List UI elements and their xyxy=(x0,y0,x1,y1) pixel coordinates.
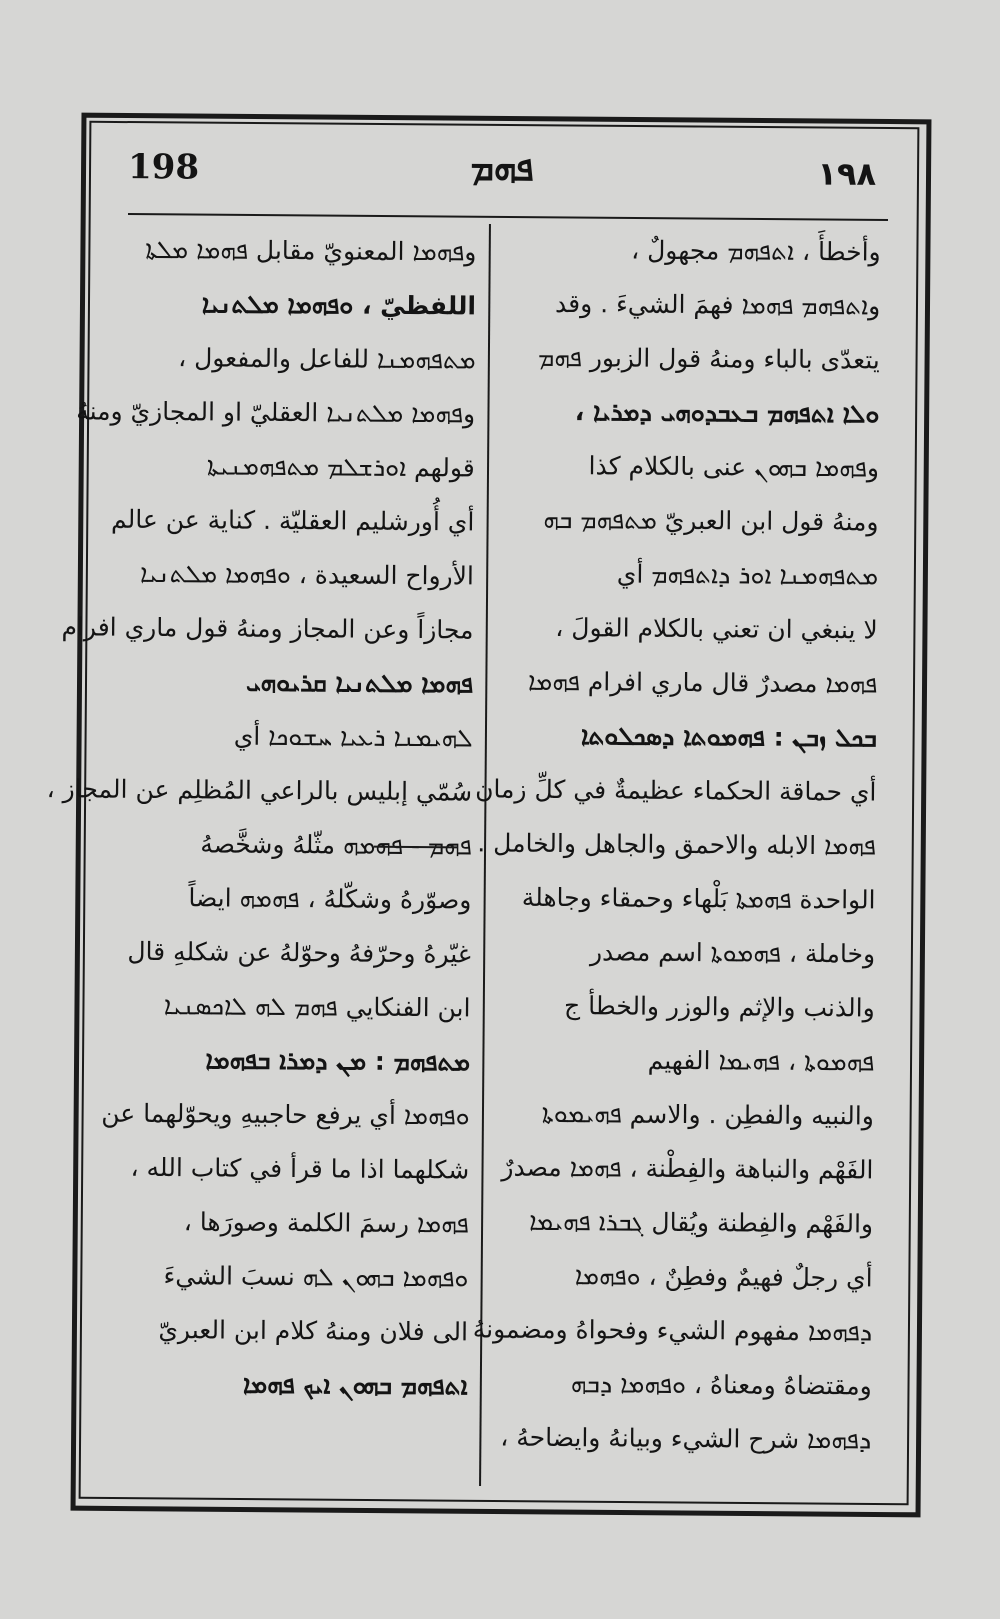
text-line: وܦܗܡܐ المعنويّ مقابل ܦܗܡܐ ܡܠܬܐ xyxy=(145,234,477,267)
text-line: ܒܟܠ ܙܒܢ : ܦܗܡܘܬܐ ܕܣܟܠܘܬܐ xyxy=(580,721,877,753)
text-line: الى فلان ومنهُ كلام ابن العبريّ xyxy=(158,1315,469,1347)
text-line: ܕܦܗܡܐ شرح الشيء وبيانهُ وايضاحهُ ، xyxy=(500,1422,872,1455)
text-line: ابن الفنكايي ܦܗܡ ܠܗ ܠܐܟܣܢܝܐ xyxy=(163,991,471,1023)
text-line: ܦܗܡܐ الابله والاحمق والجاهل والخامل . xyxy=(477,828,877,861)
text-line: مجازاً وعن المجاز ومنهُ قول ماري افرام xyxy=(61,612,474,645)
text-line: ܦܗܡܐ رسمَ الكلمة وصورَها ، xyxy=(183,1207,469,1239)
left-column xyxy=(46,223,477,1414)
text-line: لا ينبغي ان تعني بالكلام القولَ ، xyxy=(555,612,878,645)
text-line: يتعدّى بالباء ومنهُ قول الزبور ܦܗܡ xyxy=(538,342,880,375)
text-line: شكلهما اذا ما قرأ في كتاب الله ، xyxy=(130,1152,470,1185)
text-line: قولهم ܐܘܪܫܠܡ ܡܬܦܗܡܢܝܬܐ xyxy=(206,451,475,483)
text-line: والذنب والإثم والوزر والخطأ ج xyxy=(563,991,875,1023)
text-line: ܠܗܝܡܢܐ ܪܥܝܐ ܚܫܘܟܐ أي xyxy=(233,721,473,753)
page-number-latin: 198 xyxy=(127,147,200,188)
running-head: ܦܗܡ xyxy=(470,147,534,190)
text-line: ܐܬܦܗܡ ܒܗܘܢ ܐܝܟ ܦܗܡܐ xyxy=(242,1369,468,1401)
text-line: ܡܬܦܗܡܢܐ ܐܘܪ ܕܐܬܦܗܡ أي xyxy=(616,559,879,591)
text-line: وܐܬܦܗܡ ܦܗܡܐ فهمَ الشيءَ . وقد xyxy=(554,288,881,321)
text-line: ܦܗܡܘܬܐ ، ܦܗܝܡܐ الفهيم xyxy=(647,1045,875,1077)
text-line: ܡܬܦܗܡ : ܡܢ ܕܡܪܐ ܒܦܗܡܐ xyxy=(205,1045,471,1077)
text-line: غيّرهُ وحرّفهُ وحوّلهُ عن شكلهِ قال xyxy=(127,936,472,969)
text-line: ومنهُ قول ابن العبريّ ܡܬܦܗܡ ܒܗ xyxy=(543,504,879,537)
text-line: ܘܦܗܡܐ ܒܗܘܢ ܠܗ نسبَ الشيءَ xyxy=(163,1261,469,1293)
text-line: سُمّي إبليس بالراعي المُظلِم عن المجاز ، xyxy=(46,774,473,807)
text-line: ومقتضاهُ ومعناهُ ، ܘܦܗܡܐ ܕܒܗ xyxy=(570,1369,872,1401)
text-line: وܦܗܡܐ ܡܠܬܢܝܐ العقليّ او المجازيّ ومنهُ xyxy=(76,396,476,429)
text-line: اللفظيّ ، ܘܦܗܡܐ ܡܠܬܢܝܐ xyxy=(201,289,477,321)
page-header xyxy=(128,145,877,221)
entry-headword-line: ܦܗܡ - ܦܗܡܗ مثّلهُ وشخَّصهُ xyxy=(200,829,472,861)
text-line: الفَهْم والنباهة والفِطْنة ، ܦܗܡܐ مصدرٌ xyxy=(501,1152,874,1185)
text-line: ܦܗܡܐ مصدرٌ قال ماري افرام ܦܗܡܐ xyxy=(527,666,878,699)
text-line: ܘܠܐ ܐܬܦܗܡ ܒܥܒܕܘܗܝ ܕܡܪܝܐ ، xyxy=(574,397,880,429)
text-line: والنبيه والفطِن . والاسم ܦܗܝܡܘܬܐ xyxy=(541,1098,874,1131)
text-line: وخاملة ، ܦܗܡܘܬܐ اسم مصدر xyxy=(589,937,876,969)
text-line: أي أُورشليم العقليّة . كناية عن عالم xyxy=(110,504,475,537)
text-line: أي حماقة الحكماء عظيمةٌ في كلِّ زمان ، xyxy=(459,774,877,807)
text-line: وصوّرهُ وشكّلهُ ، ܦܗܡܗ ايضاً xyxy=(188,883,472,915)
text-line: ܦܗܡܐ ܡܠܬܢܝܐ ܩܪܝܘܗܝ xyxy=(245,667,474,699)
text-line: الواحدة ܦܗܡܬܐ بَلْهاء وحمقاء وجاهلة xyxy=(521,882,876,915)
text-line: وأخطأَ ، ܐܬܦܗܡ مجهولٌ ، xyxy=(631,235,881,267)
text-line: والفَهْم والفِطنة ويُقال ܓܒܪܐ ܦܗܝܡܐ xyxy=(529,1206,874,1239)
text-line: ܡܬܦܗܡܢܐ للفاعل والمفعول ، xyxy=(178,343,476,375)
text-line: الأرواح السعيدة ، ܘܦܗܡܐ ܡܠܬܢܝܐ xyxy=(139,558,475,591)
right-column xyxy=(459,223,881,1468)
text-line: أي رجلٌ فهيمٌ وفطِنٌ ، ܘܦܗܡܐ xyxy=(574,1261,873,1293)
page-number-arabic: ١٩٨ xyxy=(817,154,877,193)
text-line: ܘܦܗܡܐ أي يرفع حاجبيهِ ويحوّلهما عن xyxy=(101,1098,470,1131)
text-line: وܦܗܡܐ ܒܗܘܢ عنى بالكلام كذا xyxy=(588,451,880,483)
text-line: ܕܦܗܡܐ مفهوم الشيء وفحواهُ ومضمونهُ xyxy=(472,1314,873,1347)
